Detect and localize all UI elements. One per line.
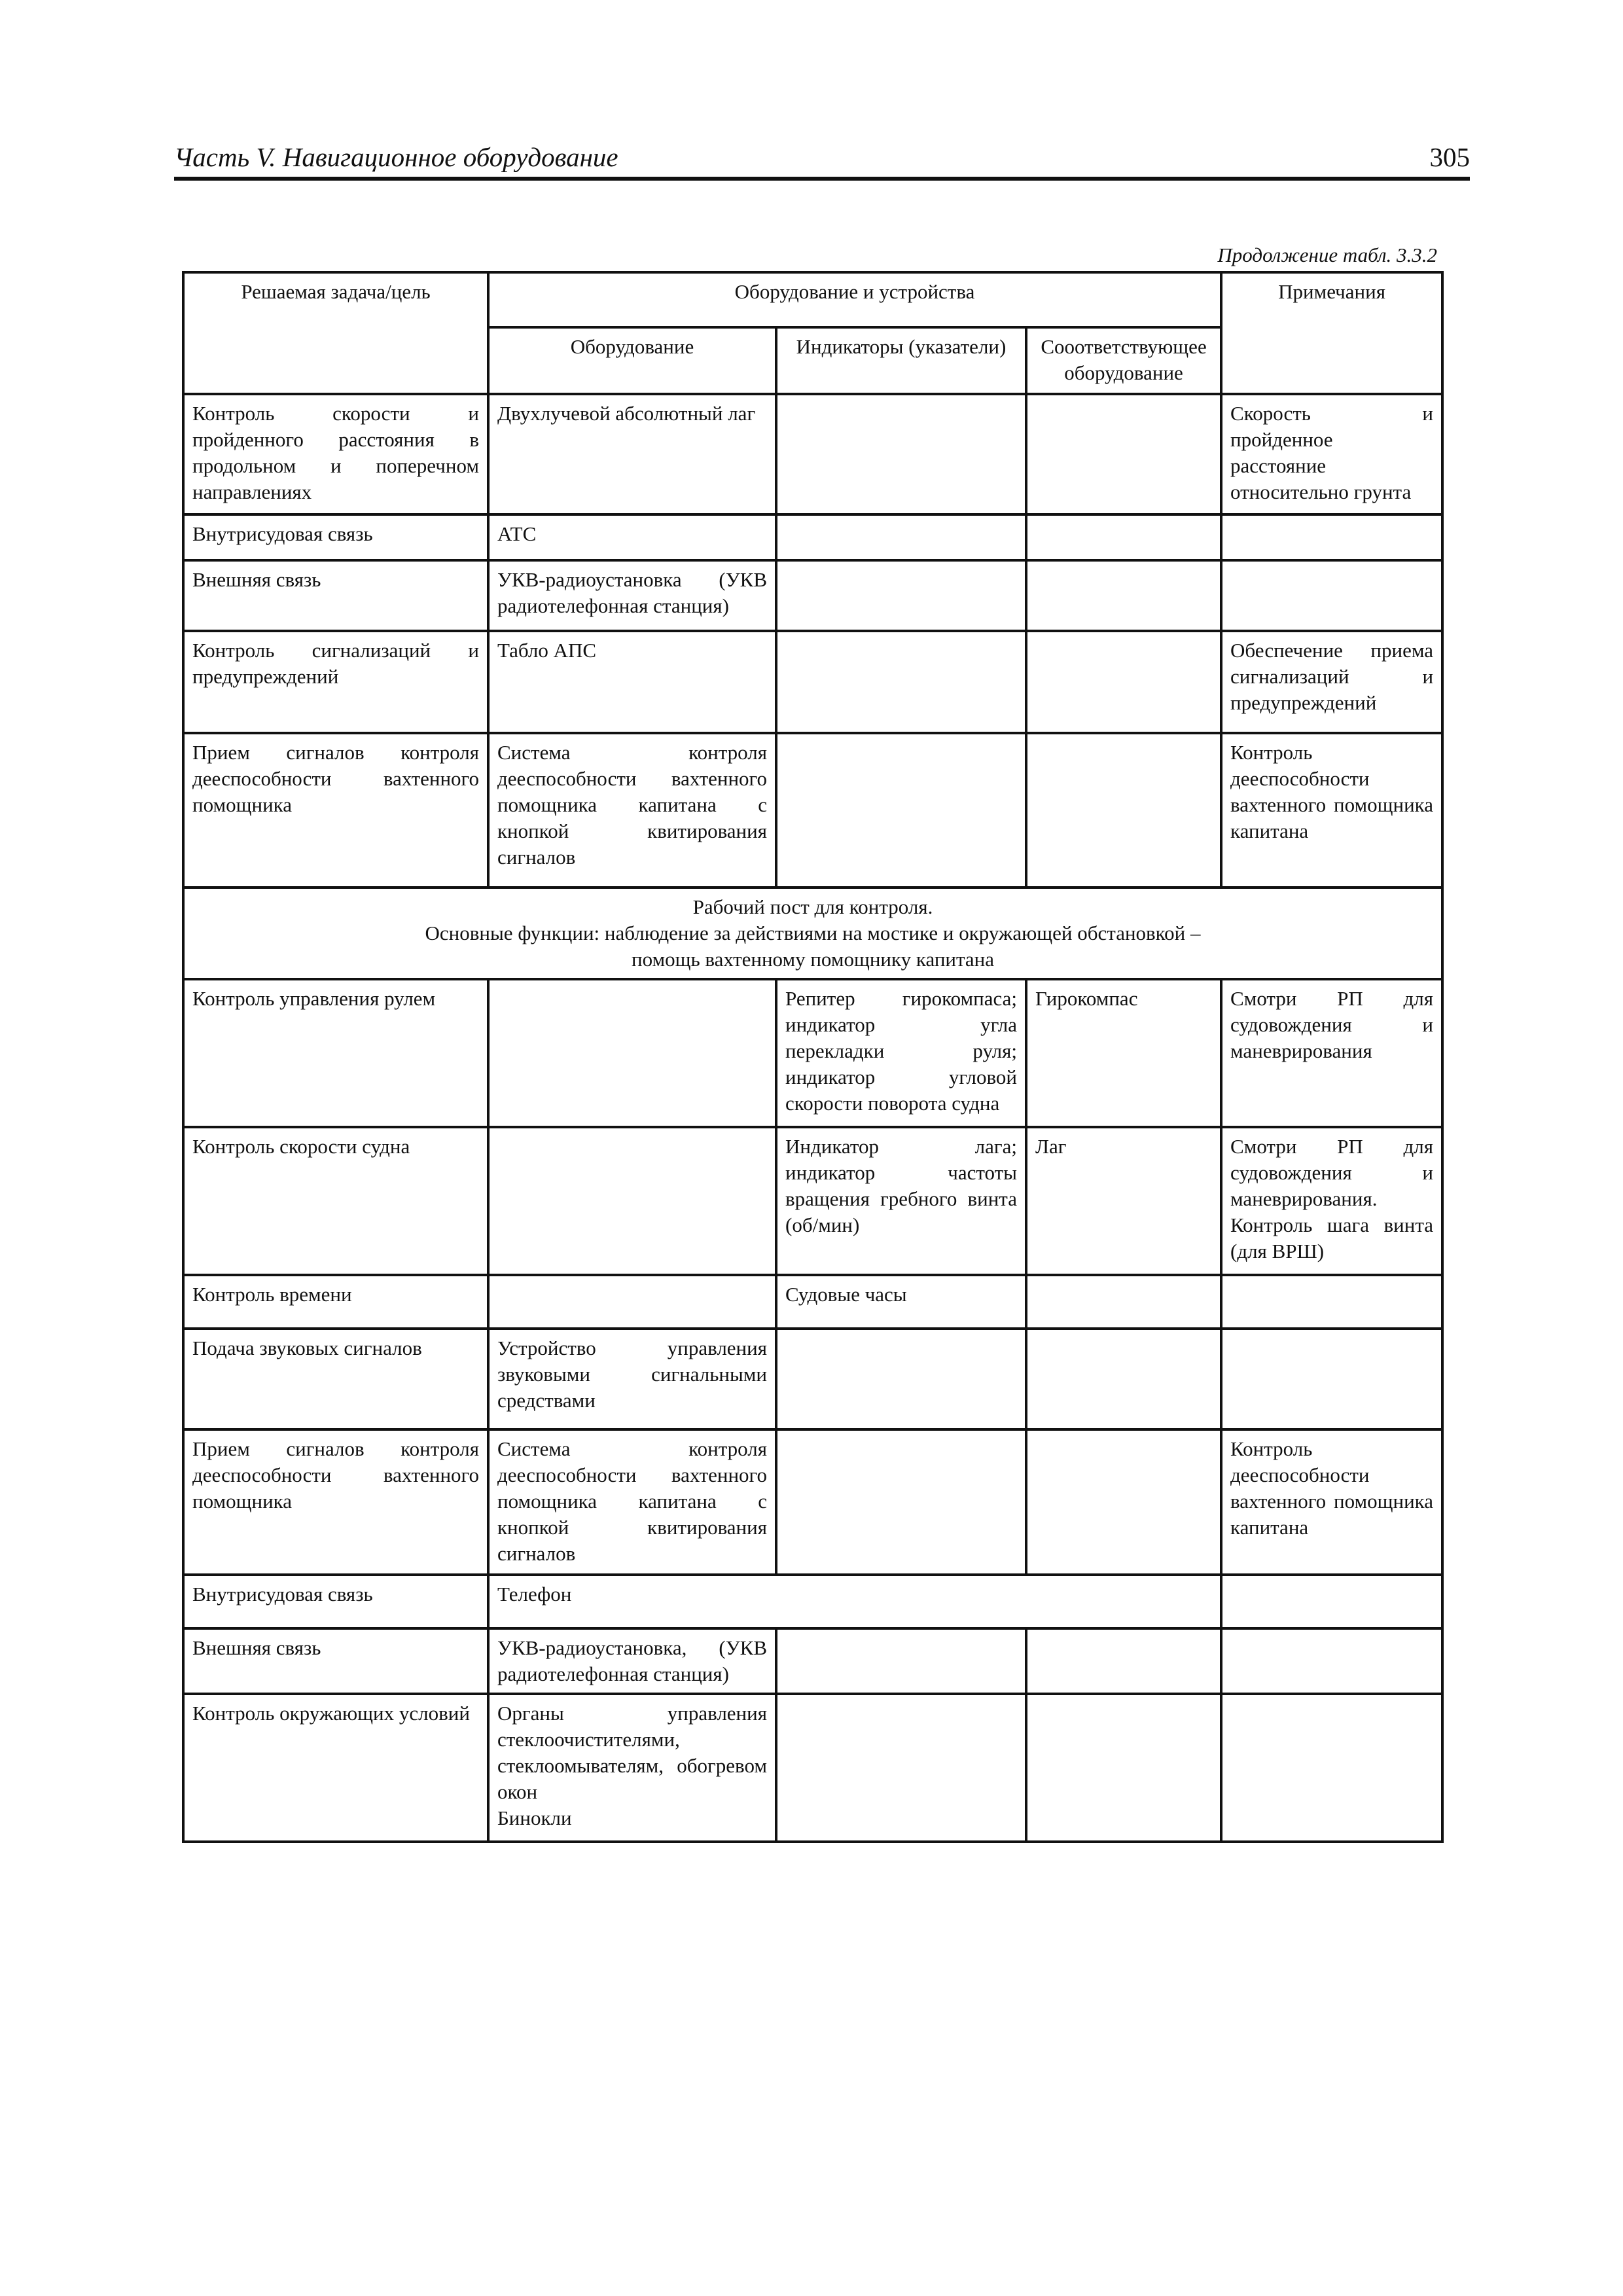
cell-task: Прием сигналов контроля дееспособности вахтенного помощника bbox=[183, 733, 488, 888]
cell-indicators bbox=[776, 1694, 1026, 1842]
cell-related bbox=[1026, 1329, 1221, 1429]
col-header-notes: Примечания bbox=[1221, 272, 1442, 394]
cell-equipment: Табло АПС bbox=[488, 631, 776, 733]
cell-equipment: Двухлучевой абсолютный лаг bbox=[488, 394, 776, 514]
table-row bbox=[183, 1694, 1442, 1842]
cell-indicators: Индикатор лага; индикатор частоты вращения гребного винта (об/мин) bbox=[776, 1127, 1026, 1275]
table-row bbox=[183, 514, 1442, 560]
cell-indicators bbox=[776, 560, 1026, 631]
col-header-indicators: Индикаторы (указатели) bbox=[776, 327, 1026, 394]
cell-notes: Скорость и пройденное расстояние относительно грунта bbox=[1221, 394, 1442, 514]
cell-task: Внешняя связь bbox=[183, 1628, 488, 1694]
cell-notes bbox=[1221, 1628, 1442, 1694]
section-heading-line: Рабочий пост для контроля. bbox=[692, 895, 933, 918]
cell-related bbox=[1026, 1275, 1221, 1329]
cell-related bbox=[1026, 631, 1221, 733]
cell-notes bbox=[1221, 514, 1442, 560]
section-title: Часть V. Навигационное оборудование bbox=[174, 142, 618, 172]
section-heading-line: помощь вахтенному помощнику капитана bbox=[631, 948, 995, 971]
cell-indicators bbox=[776, 1628, 1026, 1694]
cell-related: Гирокомпас bbox=[1026, 979, 1221, 1127]
cell-related bbox=[1026, 1694, 1221, 1842]
cell-notes bbox=[1221, 1694, 1442, 1842]
col-header-group: Оборудование и устройства bbox=[488, 272, 1221, 327]
col-header-equipment: Оборудование bbox=[488, 327, 776, 394]
cell-indicators bbox=[776, 1429, 1026, 1575]
cell-equipment: Устройство управления звуковыми сигнальными средствами bbox=[488, 1329, 776, 1429]
cell-notes bbox=[1221, 560, 1442, 631]
cell-notes bbox=[1221, 1329, 1442, 1429]
cell-equipment: УКВ-радиоустановка (УКВ радиотелефонная станция) bbox=[488, 560, 776, 631]
cell-indicators: Судовые часы bbox=[776, 1275, 1026, 1329]
table-row bbox=[183, 1628, 1442, 1694]
cell-task: Контроль скорости судна bbox=[183, 1127, 488, 1275]
cell-related bbox=[1026, 733, 1221, 888]
cell-equipment bbox=[488, 1275, 776, 1329]
col-header-task: Решаемая задача/цель bbox=[183, 272, 488, 394]
col-header-related: Сооответствующее оборудование bbox=[1026, 327, 1221, 394]
cell-related: Лаг bbox=[1026, 1127, 1221, 1275]
cell-indicators bbox=[776, 1329, 1026, 1429]
cell-equipment bbox=[488, 1694, 776, 1842]
cell-equipment bbox=[488, 1127, 776, 1275]
cell-notes: Обеспечение приема сигнализаций и предупреждений bbox=[1221, 631, 1442, 733]
table-row bbox=[183, 1275, 1442, 1329]
cell-task: Контроль окружающих условий bbox=[183, 1694, 488, 1842]
cell-equipment bbox=[488, 979, 776, 1127]
cell-task: Контроль времени bbox=[183, 1275, 488, 1329]
cell-indicators bbox=[776, 394, 1026, 514]
cell-related bbox=[1026, 560, 1221, 631]
cell-equipment-text: Органы управления стеклоочистителями, стеклоомывателям, обогревом окон bbox=[497, 1702, 767, 1803]
equipment-table bbox=[182, 271, 1444, 1843]
cell-notes: Смотри РП для судовождения и маневрирования. Контроль шага винта (для ВРШ) bbox=[1221, 1127, 1442, 1275]
cell-task: Контроль управления рулем bbox=[183, 979, 488, 1127]
cell-notes: Контроль дееспособности вахтенного помощника капитана bbox=[1221, 1429, 1442, 1575]
cell-equipment: Система контроля дееспособности вахтенного помощника капитана с кнопкой квитирования сигналов bbox=[488, 1429, 776, 1575]
cell-notes: Контроль дееспособности вахтенного помощника капитана bbox=[1221, 733, 1442, 888]
table-row bbox=[183, 394, 1442, 514]
section-heading-line: Основные функции: наблюдение за действиями на мостике и окружающей обстановкой – bbox=[425, 922, 1201, 944]
section-heading-row bbox=[183, 888, 1442, 979]
cell-related bbox=[1026, 1628, 1221, 1694]
table-row bbox=[183, 1329, 1442, 1429]
cell-task: Прием сигналов контроля дееспособности вахтенного помощника bbox=[183, 1429, 488, 1575]
cell-indicators: Репитер гирокомпаса; индикатор угла перекладки руля; индикатор угловой скорости поворота судна bbox=[776, 979, 1026, 1127]
cell-task: Контроль сигнализаций и предупреждений bbox=[183, 631, 488, 733]
table-row bbox=[183, 631, 1442, 733]
cell-notes bbox=[1221, 1275, 1442, 1329]
cell-related bbox=[1026, 394, 1221, 514]
header-rule bbox=[174, 177, 1470, 181]
cell-task: Подача звуковых сигналов bbox=[183, 1329, 488, 1429]
cell-task: Внутрисудовая связь bbox=[183, 514, 488, 560]
table-row bbox=[183, 560, 1442, 631]
table-row bbox=[183, 733, 1442, 888]
cell-task: Внутрисудовая связь bbox=[183, 1575, 488, 1628]
cell-indicators bbox=[776, 733, 1026, 888]
running-head bbox=[174, 143, 1470, 178]
cell-notes bbox=[1221, 1575, 1442, 1628]
cell-equipment: Телефон bbox=[488, 1575, 1221, 1628]
cell-equipment: УКВ-радиоустановка, (УКВ радиотелефонная станция) bbox=[488, 1628, 776, 1694]
table-row bbox=[183, 1429, 1442, 1575]
section-heading bbox=[183, 888, 1442, 979]
cell-task: Контроль скорости и пройденного расстояния в продольном и поперечном направлениях bbox=[183, 394, 488, 514]
table-row bbox=[183, 979, 1442, 1127]
cell-equipment: Система контроля дееспособности вахтенного помощника капитана с кнопкой квитирования сигналов bbox=[488, 733, 776, 888]
table-row bbox=[183, 1575, 1442, 1628]
table-caption: Продолжение табл. 3.3.2 bbox=[1217, 243, 1437, 266]
cell-related bbox=[1026, 514, 1221, 560]
cell-equipment: АТС bbox=[488, 514, 776, 560]
cell-indicators bbox=[776, 631, 1026, 733]
page-number: 305 bbox=[1429, 142, 1470, 172]
table-row bbox=[183, 1127, 1442, 1275]
cell-related bbox=[1026, 1429, 1221, 1575]
cell-equipment-extra: Бинокли bbox=[497, 1806, 572, 1829]
cell-task: Внешняя связь bbox=[183, 560, 488, 631]
cell-indicators bbox=[776, 514, 1026, 560]
cell-notes: Смотри РП для судовождения и маневрирования bbox=[1221, 979, 1442, 1127]
table-header-row bbox=[183, 272, 1442, 327]
